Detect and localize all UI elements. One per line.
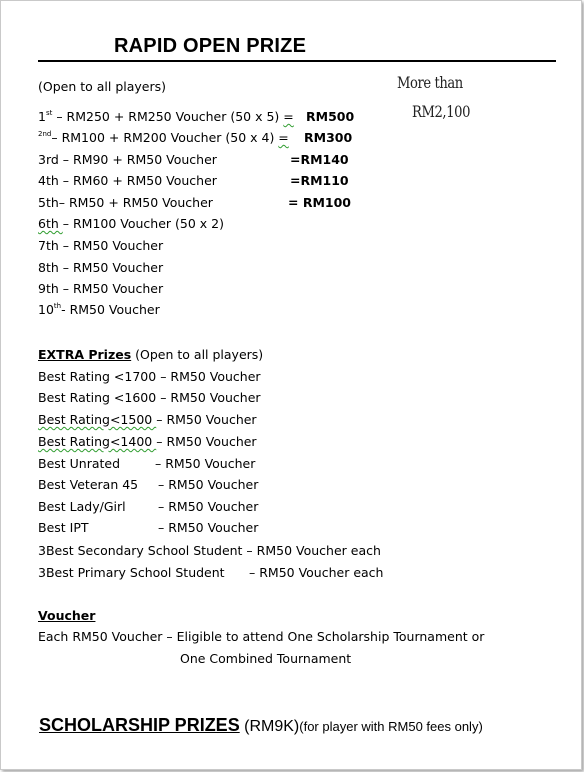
extra-item-lady-label: Best Lady/Girl (38, 499, 126, 514)
extra-prizes-heading-note: (Open to all players) (131, 347, 264, 362)
extra-item-ipt-label: Best IPT (38, 520, 89, 535)
prize-10-ordinal: 10 (38, 302, 54, 317)
prize-row-4: 4th – RM60 + RM50 Voucher (38, 173, 217, 188)
prize-row-1 (38, 109, 294, 125)
extra-item-label: Best Rating <1600 (38, 390, 157, 405)
voucher-line-1: Each RM50 Voucher – Eligible to attend One Scholarship Tournament or (38, 629, 485, 644)
prize-row-6 (38, 216, 224, 232)
prize-6-ordinal: 6th (38, 216, 63, 231)
prize-1-text: – RM250 + RM250 Voucher (50 x 5) (52, 109, 284, 124)
voucher-heading: Voucher (38, 608, 96, 623)
extra-item-unrated-value: – RM50 Voucher (155, 456, 256, 471)
prize-2-text: – RM100 + RM200 Voucher (50 x 4) (51, 130, 279, 145)
open-label: (Open to all players) (38, 79, 167, 94)
voucher-line-2: One Combined Tournament (180, 651, 352, 666)
prize-row-8: 8th – RM50 Voucher (38, 260, 164, 275)
extra-item-secondary-school: 3Best Secondary School Student – RM50 Voucher each (38, 543, 381, 558)
extra-item-label: Best Rating<1500 (38, 412, 157, 427)
prize-row-10 (38, 302, 160, 318)
prize-1-ordinal: 1 (38, 109, 46, 124)
prize-2-amount: RM300 (304, 130, 353, 145)
extra-item-value: – RM50 Voucher (156, 390, 261, 405)
side-note-line2: RM2,100 (412, 102, 471, 121)
title-underline-rule (38, 60, 556, 62)
page-title: RAPID OPEN PRIZE (114, 35, 307, 57)
side-note-line1: More than (397, 73, 463, 92)
extra-item-value: – RM50 Voucher (156, 369, 261, 384)
prize-row-3: 3rd – RM90 + RM50 Voucher (38, 152, 217, 167)
prize-1-equals: = (283, 109, 294, 124)
prize-row-7: 7th – RM50 Voucher (38, 238, 164, 253)
prize-2-equals: = (278, 130, 289, 145)
prize-5-amount: = RM100 (288, 195, 351, 210)
prize-row-2 (38, 130, 289, 146)
prize-row-5: 5th– RM50 + RM50 Voucher (38, 195, 213, 210)
extra-item-primary-school-value: – RM50 Voucher each (249, 565, 384, 580)
prize-6-text: – RM100 Voucher (50 x 2) (62, 216, 224, 231)
extra-item-label: Best Rating <1700 (38, 369, 157, 384)
extra-item-primary-school-label: 3Best Primary School Student (38, 565, 225, 580)
prize-row-9: 9th – RM50 Voucher (38, 281, 164, 296)
extra-item-value: – RM50 Voucher (156, 412, 257, 427)
extra-item-rating-1500 (38, 412, 257, 428)
prize-10-ordinal-suffix: th (53, 302, 62, 310)
extra-item-veteran-label: Best Veteran 45 (38, 477, 139, 492)
scholarship-note: (for player with RM50 fees only) (299, 719, 483, 734)
prize-10-text: - RM50 Voucher (61, 302, 160, 317)
extra-item-value: – RM50 Voucher (156, 434, 257, 449)
extra-item-rating-1700 (38, 369, 261, 385)
extra-item-rating-1600 (38, 390, 261, 406)
extra-item-label: Best Rating<1400 (38, 434, 157, 449)
prize-2-ordinal-suffix: 2nd (38, 130, 52, 138)
extra-item-lady-value: – RM50 Voucher (158, 499, 259, 514)
prize-4-amount: =RM110 (290, 173, 349, 188)
extra-item-rating-1400 (38, 434, 257, 450)
scholarship-amount: (RM9K) (239, 718, 300, 735)
prize-1-ordinal-suffix: st (45, 109, 53, 117)
extra-prizes-heading-row (38, 347, 263, 363)
extra-item-veteran-value: – RM50 Voucher (158, 477, 259, 492)
scholarship-heading: SCHOLARSHIP PRIZES (39, 715, 240, 735)
extra-prizes-heading: EXTRA Prizes (38, 347, 132, 362)
extra-item-ipt-value: – RM50 Voucher (158, 520, 259, 535)
extra-item-unrated-label: Best Unrated (38, 456, 121, 471)
prize-1-amount: RM500 (306, 109, 355, 124)
scholarship-row (39, 715, 483, 736)
prize-3-amount: =RM140 (290, 152, 349, 167)
